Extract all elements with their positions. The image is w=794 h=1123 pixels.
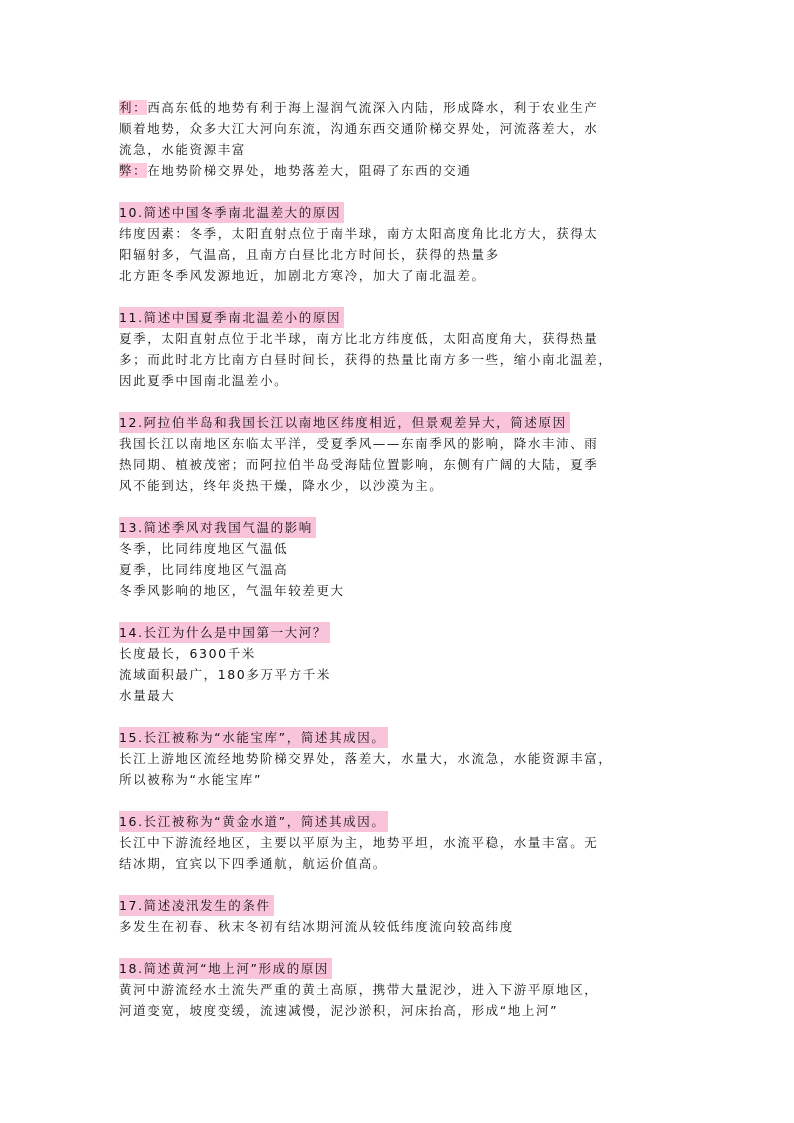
section-heading: 10.简述中国冬季南北温差大的原因 <box>119 202 344 223</box>
section-heading-row <box>119 895 689 916</box>
section-text-line: 因此夏季中国南北温差小。 <box>119 373 289 388</box>
section-heading: 15.长江被称为“水能宝库”，简述其成因。 <box>119 727 388 748</box>
question-section <box>119 517 689 601</box>
intro-block <box>119 97 689 181</box>
section-heading: 17.简述凌汛发生的条件 <box>119 895 274 916</box>
section-spacer <box>119 286 689 307</box>
intro-line-3: 流急，水能资源丰富 <box>119 142 246 157</box>
section-heading-row <box>119 811 689 832</box>
section-text-line: 长江上游地区流经地势阶梯交界处，落差大，水量大，水流急，水能资源丰富， <box>119 751 613 766</box>
section-spacer <box>119 496 689 517</box>
section-text-line: 我国长江以南地区东临太平洋，受夏季风——东南季风的影响，降水丰沛、雨 <box>119 436 599 451</box>
advantage-label: 利： <box>119 100 148 115</box>
intro-line-4: 弊：在地势阶梯交界处，地势落差大，阻碍了东西的交通 <box>119 163 472 178</box>
section-spacer <box>119 391 689 412</box>
intro-line-1: 利：西高东低的地势有利于海上湿润气流深入内陆，形成降水，利于农业生产 <box>119 100 599 115</box>
section-heading-row <box>119 517 689 538</box>
section-spacer <box>119 181 689 202</box>
section-spacer <box>119 874 689 895</box>
section-text-line: 流域面积最广，180多万平方千米 <box>119 667 331 682</box>
section-text-line: 风不能到达，终年炎热干燥，降水少，以沙漠为主。 <box>119 478 444 493</box>
section-text-line: 河道变宽，坡度变缓，流速减慢，泥沙淤积，河床抬高，形成“地上河” <box>119 1003 559 1018</box>
section-text-line: 长江中下游流经地区，主要以平原为主，地势平坦，水流平稳，水量丰富。无 <box>119 835 599 850</box>
section-heading-row <box>119 622 689 643</box>
section-text-line: 多发生在初春、秋末冬初有结冰期河流从较低纬度流向较高纬度 <box>119 919 514 934</box>
section-heading-row <box>119 412 689 433</box>
section-heading: 13.简述季风对我国气温的影响 <box>119 517 316 538</box>
question-section <box>119 958 689 1021</box>
section-heading-row <box>119 202 689 223</box>
section-heading: 11.简述中国夏季南北温差小的原因 <box>119 307 344 328</box>
section-heading-row <box>119 958 689 979</box>
section-text-line: 阳辐射多，气温高，且南方白昼比北方时间长，获得的热量多 <box>119 247 500 262</box>
section-heading: 16.长江被称为“黄金水道”，简述其成因。 <box>119 811 388 832</box>
document-page <box>119 97 689 1021</box>
question-section <box>119 307 689 391</box>
section-text-line: 多；而此时北方比南方白昼时间长，获得的热量比南方多一些，缩小南北温差， <box>119 352 613 367</box>
section-spacer <box>119 790 689 811</box>
question-section <box>119 727 689 790</box>
question-section <box>119 895 689 937</box>
section-heading: 14.长江为什么是中国第一大河？ <box>119 622 330 643</box>
section-text-line: 结冰期，宜宾以下四季通航，航运价值高。 <box>119 856 387 871</box>
section-heading-row <box>119 727 689 748</box>
section-text-line: 冬季风影响的地区，气温年较差更大 <box>119 583 345 598</box>
section-spacer <box>119 937 689 958</box>
section-spacer <box>119 706 689 727</box>
section-text-line: 所以被称为“水能宝库” <box>119 772 263 787</box>
question-section <box>119 202 689 286</box>
section-text-line: 夏季，太阳直射点位于北半球，南方比北方纬度低，太阳高度角大，获得热量 <box>119 331 599 346</box>
section-text-line: 热同期、植被茂密；而阿拉伯半岛受海陆位置影响，东侧有广阔的大陆，夏季 <box>119 457 599 472</box>
section-text-line: 北方距冬季风发源地近，加剧北方寒冷，加大了南北温差。 <box>119 268 486 283</box>
section-text-line: 长度最长，6300千米 <box>119 646 256 661</box>
section-heading: 18.简述黄河“地上河”形成的原因 <box>119 958 332 979</box>
section-heading: 12.阿拉伯半岛和我国长江以南地区纬度相近，但景观差异大，简述原因 <box>119 412 570 433</box>
section-text-line: 冬季，比同纬度地区气温低 <box>119 541 289 556</box>
section-text-line: 纬度因素：冬季，太阳直射点位于南半球，南方太阳高度角比北方大，获得太 <box>119 226 599 241</box>
question-sections <box>119 181 689 1021</box>
section-heading-row <box>119 307 689 328</box>
question-section <box>119 622 689 706</box>
section-spacer <box>119 601 689 622</box>
section-text-line: 水量最大 <box>119 688 176 703</box>
intro-line-2: 顺着地势，众多大江大河向东流，沟通东西交通阶梯交界处，河流落差大，水 <box>119 121 599 136</box>
section-text-line: 黄河中游流经水土流失严重的黄土高原，携带大量泥沙，进入下游平原地区， <box>119 982 599 997</box>
section-text-line: 夏季，比同纬度地区气温高 <box>119 562 289 577</box>
disadvantage-label: 弊： <box>119 163 148 178</box>
question-section <box>119 811 689 874</box>
question-section <box>119 412 689 496</box>
